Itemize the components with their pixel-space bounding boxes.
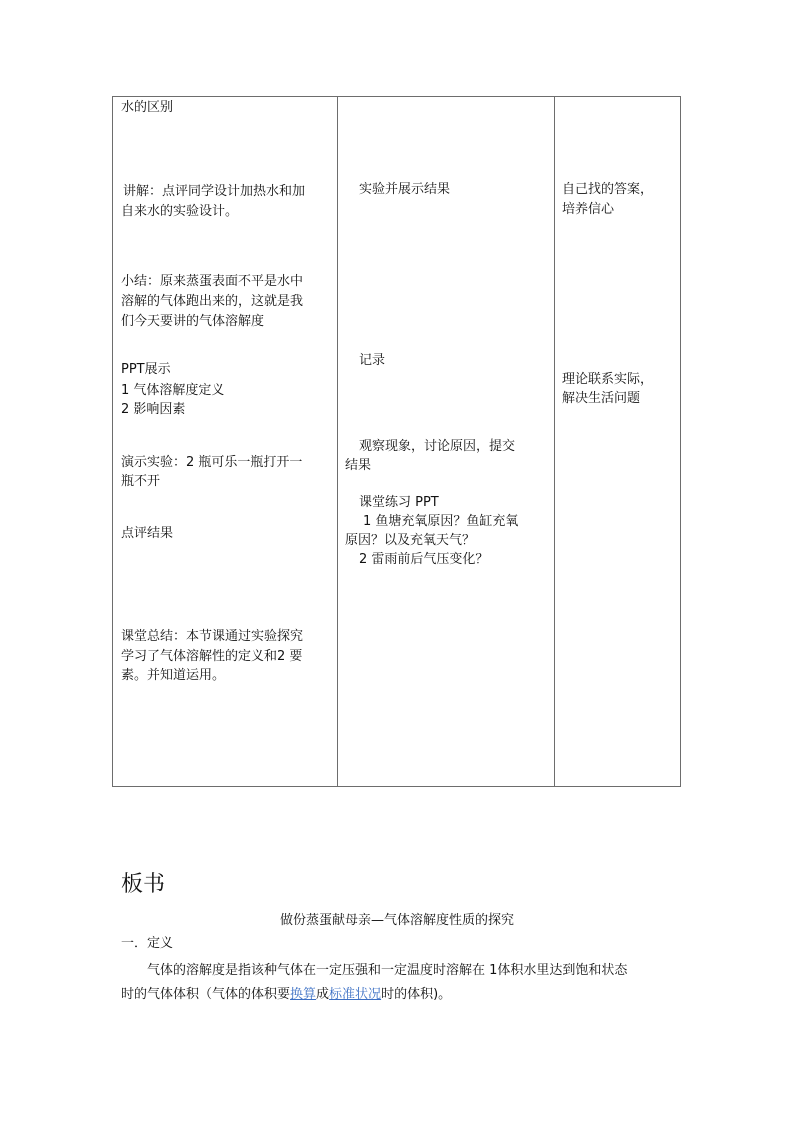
design-intent-line: 培养信心 <box>562 202 615 217</box>
student-activity-line: 实验并展示结果 <box>359 182 451 197</box>
standard-conditions-link[interactable]: 标准状况 <box>329 987 382 1002</box>
definition-line: 气体的溶解度是指该种气体在一定压强和一定温度时溶解在 1体积水里达到饱和状态 <box>147 963 628 978</box>
teacher-activity-line: 讲解：点评同学设计加热水和加 <box>123 184 306 199</box>
teacher-activity-line: 自来水的实验设计。 <box>121 204 239 219</box>
teacher-activity-line: 2 影响因素 <box>121 402 186 417</box>
teacher-activity-line: 溶解的气体跑出来的，这就是我 <box>121 294 304 309</box>
column-divider <box>554 97 555 786</box>
definition-text: 成 <box>316 987 330 1002</box>
teacher-activity-line: 课堂总结：本节课通过实验探究 <box>121 629 304 644</box>
teacher-activity-line: 瓶不开 <box>121 474 161 489</box>
teacher-activity-line: 1 气体溶解度定义 <box>121 383 225 398</box>
definition-heading: 一．定义 <box>121 936 174 951</box>
teacher-activity-line: 演示实验：2 瓶可乐一瓶打开一 <box>121 455 303 470</box>
design-intent-line: 解决生活问题 <box>562 391 641 406</box>
teacher-activity-line: 学习了气体溶解性的定义和2 要 <box>121 649 303 664</box>
definition-paragraph <box>121 959 681 1007</box>
teacher-activity-line: 们今天要讲的气体溶解度 <box>121 314 265 329</box>
board-heading: 板书 <box>121 872 166 897</box>
student-activity-line: 2 雷雨前后气压变化？ <box>359 552 489 567</box>
teacher-activity-line: 素。并知道运用。 <box>121 668 226 683</box>
student-activity-line: 课堂练习 PPT <box>359 495 439 510</box>
teacher-activity-line: PPT展示 <box>121 362 171 377</box>
teacher-activity-line: 水的区别 <box>121 100 174 115</box>
teacher-activity-line: 点评结果 <box>121 526 174 541</box>
student-activity-line: 观察现象，讨论原因，提交 <box>359 439 516 454</box>
student-activity-line: 记录 <box>359 353 386 368</box>
teacher-activity-line: 小结：原来蒸蛋表面不平是水中 <box>121 274 304 289</box>
definition-text: 时的气体体积（气体的体积要 <box>121 987 291 1002</box>
design-intent-line: 自己找的答案， <box>562 182 654 197</box>
column-divider <box>337 97 338 786</box>
board-title: 做份蒸蛋献母亲—气体溶解度性质的探究 <box>279 913 514 928</box>
definition-line <box>121 983 681 1007</box>
conversion-link[interactable]: 换算 <box>290 987 317 1002</box>
design-intent-line: 理论联系实际， <box>562 372 654 387</box>
student-activity-line: 结果 <box>345 458 372 473</box>
definition-text: 时的体积)。 <box>381 987 452 1002</box>
student-activity-line: 1 鱼塘充氧原因？鱼缸充氧 <box>363 514 519 529</box>
lesson-table <box>112 96 681 787</box>
student-activity-line: 原因？以及充氧天气？ <box>345 533 476 548</box>
